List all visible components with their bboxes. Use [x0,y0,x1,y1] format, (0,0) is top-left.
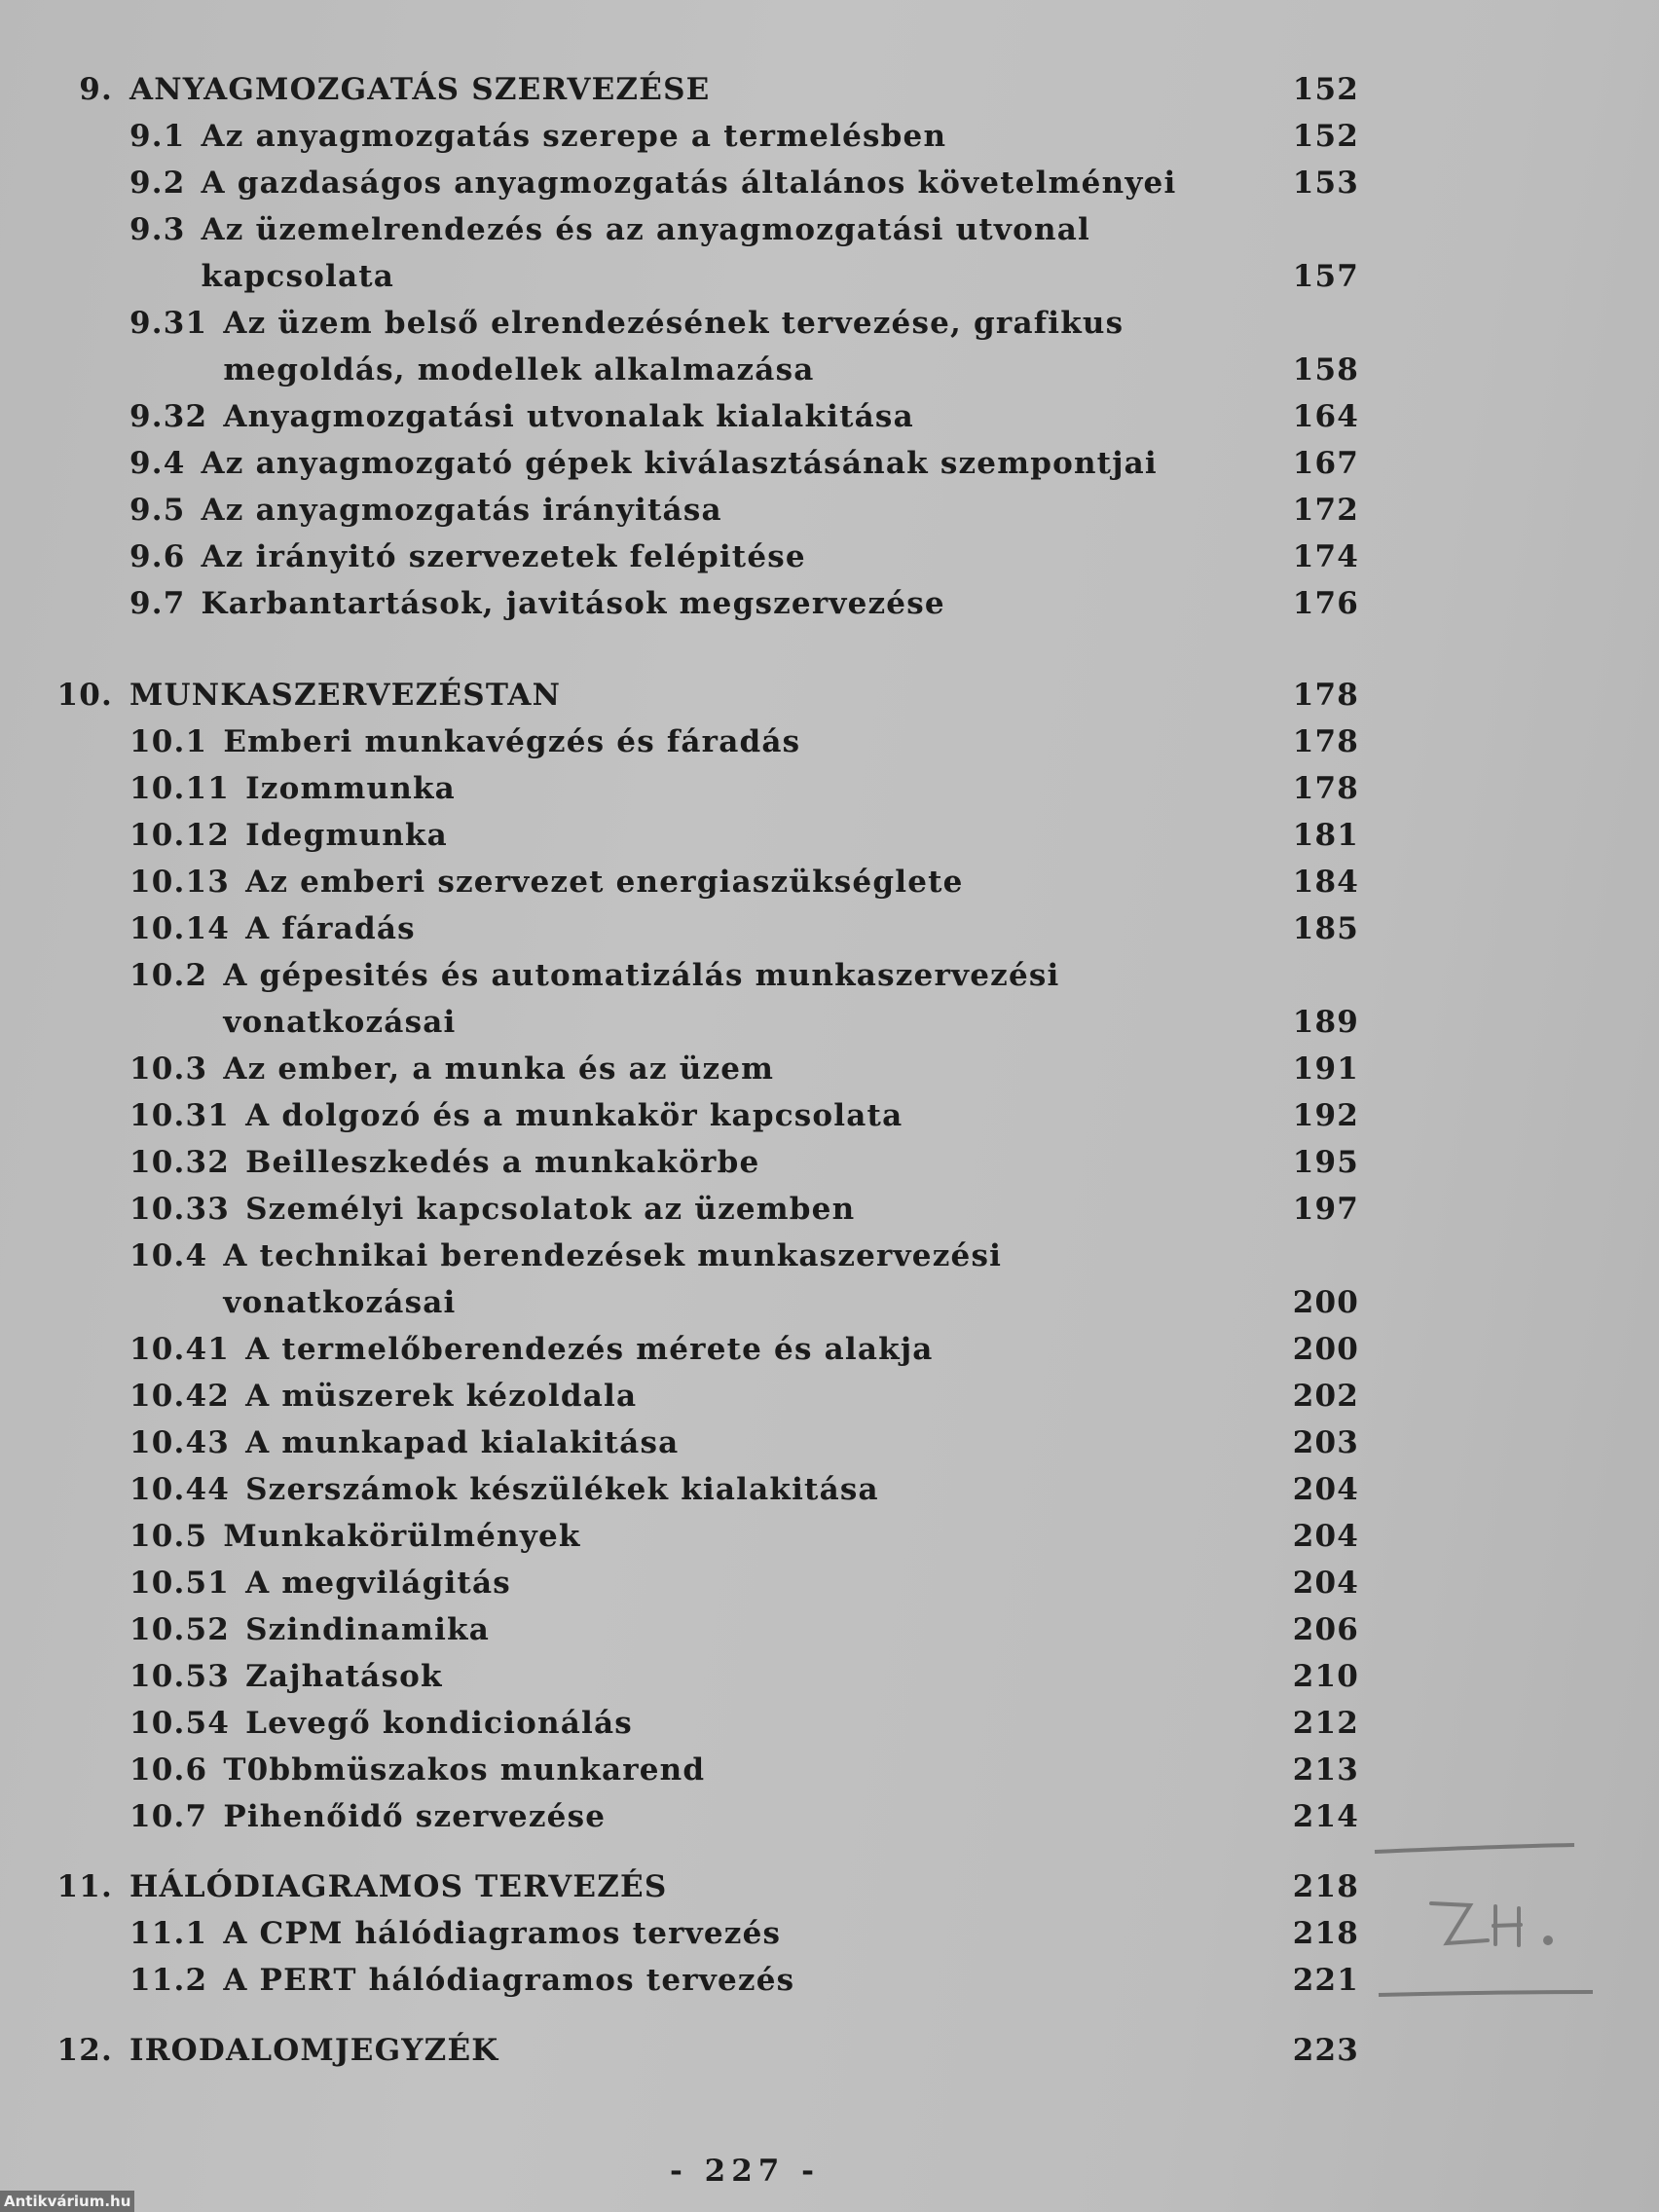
entry-page-number: 191 [1292,1051,1359,1087]
entry-title: A müszerek kézoldala [245,1379,638,1414]
entry-page-number: 158 [1292,352,1359,387]
entry-title: Személyi kapcsolatok az üzemben [245,1192,856,1227]
entry-title-continuation: megoldás, modellek alkalmazása [223,352,815,387]
entry-title: Az anyagmozgatás irányitása [201,493,722,528]
entry-page-number: 218 [1292,1916,1359,1951]
entry-title: A gépesités és automatizálás munkaszervezési [223,958,1060,993]
toc-entry [0,765,1659,812]
entry-page-number: 174 [1292,539,1359,574]
entry-number: 10.43 [129,1425,231,1460]
toc-chapter [0,2027,1659,2074]
entry-page-number: 214 [1292,1799,1359,1834]
entry-page-number: 195 [1292,1145,1359,1180]
toc-entry [0,1466,1659,1513]
entry-page-number: 178 [1292,771,1359,806]
entry-page-number: 164 [1292,399,1359,434]
entry-title: A dolgozó és a munkakör kapcsolata [245,1098,903,1133]
entry-title: Az üzemelrendezés és az anyagmozgatási utvonal [201,212,1090,247]
entry-title: Az anyagmozgató gépek kiválasztásának szempontjai [201,446,1158,481]
entry-page-number: 152 [1292,119,1359,154]
entry-page-number: 210 [1292,1659,1359,1694]
entry-number: 10.1 [129,724,208,759]
table-of-contents [0,66,1659,2074]
entry-title: Szerszámok készülékek kialakitása [245,1472,879,1507]
entry-title: Az emberi szervezet energiaszükséglete [245,865,964,900]
entry-title: Munkakörülmények [223,1519,581,1554]
entry-number: 9.3 [129,212,186,247]
entry-title: Anyagmozgatási utvonalak kialakitása [223,399,914,434]
entry-title: A gazdaságos anyagmozgatás általános követelményei [201,166,1177,201]
entry-number: 11.1 [129,1916,208,1951]
entry-number: 10.53 [129,1659,231,1694]
toc-entry [0,1139,1659,1186]
entry-number: 9.31 [129,306,208,341]
entry-title: Zajhatások [245,1659,443,1694]
entry-title: A PERT hálódiagramos tervezés [223,1963,795,1998]
entry-number: 11.2 [129,1963,208,1998]
entry-number: 9.1 [129,119,186,154]
entry-page-number: 192 [1292,1098,1359,1133]
entry-number: 10.6 [129,1752,208,1788]
entry-number: 10.12 [129,818,231,853]
toc-entry [0,1326,1659,1373]
entry-number: 9.4 [129,446,186,481]
toc-entry [0,113,1659,160]
entry-page-number: 176 [1292,586,1359,621]
entry-title: Az ember, a munka és az üzem [223,1051,775,1087]
toc-entry [0,1513,1659,1560]
entry-page-number: 203 [1292,1425,1359,1460]
entry-number: 10.41 [129,1332,231,1367]
toc-entry [0,440,1659,487]
entry-title: Levegő kondicionálás [245,1706,633,1741]
entry-page-number: 204 [1292,1519,1359,1554]
entry-number: 10.4 [129,1238,208,1273]
entry-page-number: 200 [1292,1332,1359,1367]
entry-title-continuation: vonatkozásai [223,1005,457,1040]
entry-number: 10.31 [129,1098,231,1133]
toc-entry [0,812,1659,859]
entry-number: 10.32 [129,1145,231,1180]
entry-number: 9.6 [129,539,186,574]
toc-entry [0,1910,1659,1957]
entry-page-number: 181 [1292,818,1359,853]
entry-page-number: 213 [1292,1752,1359,1788]
entry-title: IRODALOMJEGYZÉK [129,2033,499,2068]
page-number: - 227 - [669,2154,821,2189]
toc-entry [0,1700,1659,1747]
entry-number: 10.52 [129,1612,231,1647]
toc-entry [0,206,1659,300]
entry-page-number: 218 [1292,1869,1359,1904]
entry-page-number: 172 [1292,493,1359,528]
entry-title: A CPM hálódiagramos tervezés [223,1916,782,1951]
toc-entry [0,719,1659,765]
toc-entry [0,393,1659,440]
entry-title: Idegmunka [245,818,448,853]
entry-page-number: 153 [1292,166,1359,201]
entry-page-number: 152 [1292,72,1359,107]
entry-title: A termelőberendezés mérete és alakja [245,1332,934,1367]
entry-title: T0bbmüszakos munkarend [223,1752,706,1788]
entry-page-number: 178 [1292,724,1359,759]
entry-number: 9.5 [129,493,186,528]
entry-number: 10.2 [129,958,208,993]
toc-entry [0,1046,1659,1092]
entry-title: A fáradás [245,911,416,946]
toc-chapter [0,66,1659,113]
toc-entry [0,952,1659,1046]
entry-title: MUNKASZERVEZÉSTAN [129,678,562,713]
toc-entry [0,1560,1659,1606]
entry-page-number: 184 [1292,865,1359,900]
entry-title: A munkapad kialakitása [245,1425,680,1460]
toc-chapter [0,672,1659,719]
entry-number: 10.44 [129,1472,231,1507]
toc-entry [0,1092,1659,1139]
toc-entry [0,534,1659,580]
entry-title: Beilleszkedés a munkakörbe [245,1145,760,1180]
entry-page-number: 189 [1292,1005,1359,1040]
entry-number: 12. [56,2033,113,2068]
watermark: Antikvárium.hu [0,2191,134,2212]
entry-number: 10.11 [129,771,231,806]
toc-entry [0,1793,1659,1840]
entry-title-continuation: kapcsolata [201,259,395,294]
entry-page-number: 202 [1292,1379,1359,1414]
entry-page-number: 204 [1292,1472,1359,1507]
entry-page-number: 200 [1292,1285,1359,1320]
entry-page-number: 212 [1292,1706,1359,1741]
entry-title: ANYAGMOZGATÁS SZERVEZÉSE [129,72,711,107]
entry-number: 9. [79,72,113,107]
toc-entry [0,1606,1659,1653]
entry-page-number: 157 [1292,259,1359,294]
entry-page-number: 204 [1292,1566,1359,1601]
entry-number: 10.51 [129,1566,231,1601]
toc-entry [0,905,1659,952]
toc-entry [0,1957,1659,2004]
entry-title: Az anyagmozgatás szerepe a termelésben [201,119,947,154]
entry-title: Az irányitó szervezetek felépitése [201,539,806,574]
entry-number: 10.13 [129,865,231,900]
toc-entry [0,1653,1659,1700]
entry-title: Izommunka [245,771,456,806]
toc-entry [0,1747,1659,1793]
entry-page-number: 221 [1292,1963,1359,1998]
entry-number: 10.33 [129,1192,231,1227]
entry-number: 10.3 [129,1051,208,1087]
entry-number: 10.5 [129,1519,208,1554]
entry-title: A megvilágitás [245,1566,511,1601]
entry-number: 10. [56,678,113,713]
entry-number: 10.14 [129,911,231,946]
toc-entry [0,160,1659,206]
entry-title: HÁLÓDIAGRAMOS TERVEZÉS [129,1869,668,1904]
entry-title-continuation: vonatkozásai [223,1285,457,1320]
entry-number: 10.42 [129,1379,231,1414]
entry-number: 9.2 [129,166,186,201]
entry-title: Szindinamika [245,1612,491,1647]
entry-number: 11. [56,1869,113,1904]
toc-entry [0,859,1659,905]
toc-entry [0,580,1659,627]
entry-page-number: 178 [1292,678,1359,713]
entry-page-number: 206 [1292,1612,1359,1647]
entry-page-number: 185 [1292,911,1359,946]
entry-number: 10.54 [129,1706,231,1741]
toc-entry [0,1186,1659,1233]
entry-number: 10.7 [129,1799,208,1834]
entry-title: Emberi munkavégzés és fáradás [223,724,801,759]
toc-entry [0,300,1659,393]
toc-entry [0,1373,1659,1419]
toc-entry [0,487,1659,534]
entry-number: 9.7 [129,586,186,621]
entry-page-number: 223 [1292,2033,1359,2068]
toc-chapter [0,1863,1659,1910]
entry-title: Karbantartások, javitások megszervezése [201,586,945,621]
entry-title: Az üzem belső elrendezésének tervezése, grafikus [223,306,1124,341]
entry-title: Pihenőidő szervezése [223,1799,607,1834]
entry-title: A technikai berendezések munkaszervezési [223,1238,1003,1273]
entry-page-number: 167 [1292,446,1359,481]
entry-page-number: 197 [1292,1192,1359,1227]
toc-entry [0,1233,1659,1326]
toc-entry [0,1419,1659,1466]
entry-number: 9.32 [129,399,208,434]
